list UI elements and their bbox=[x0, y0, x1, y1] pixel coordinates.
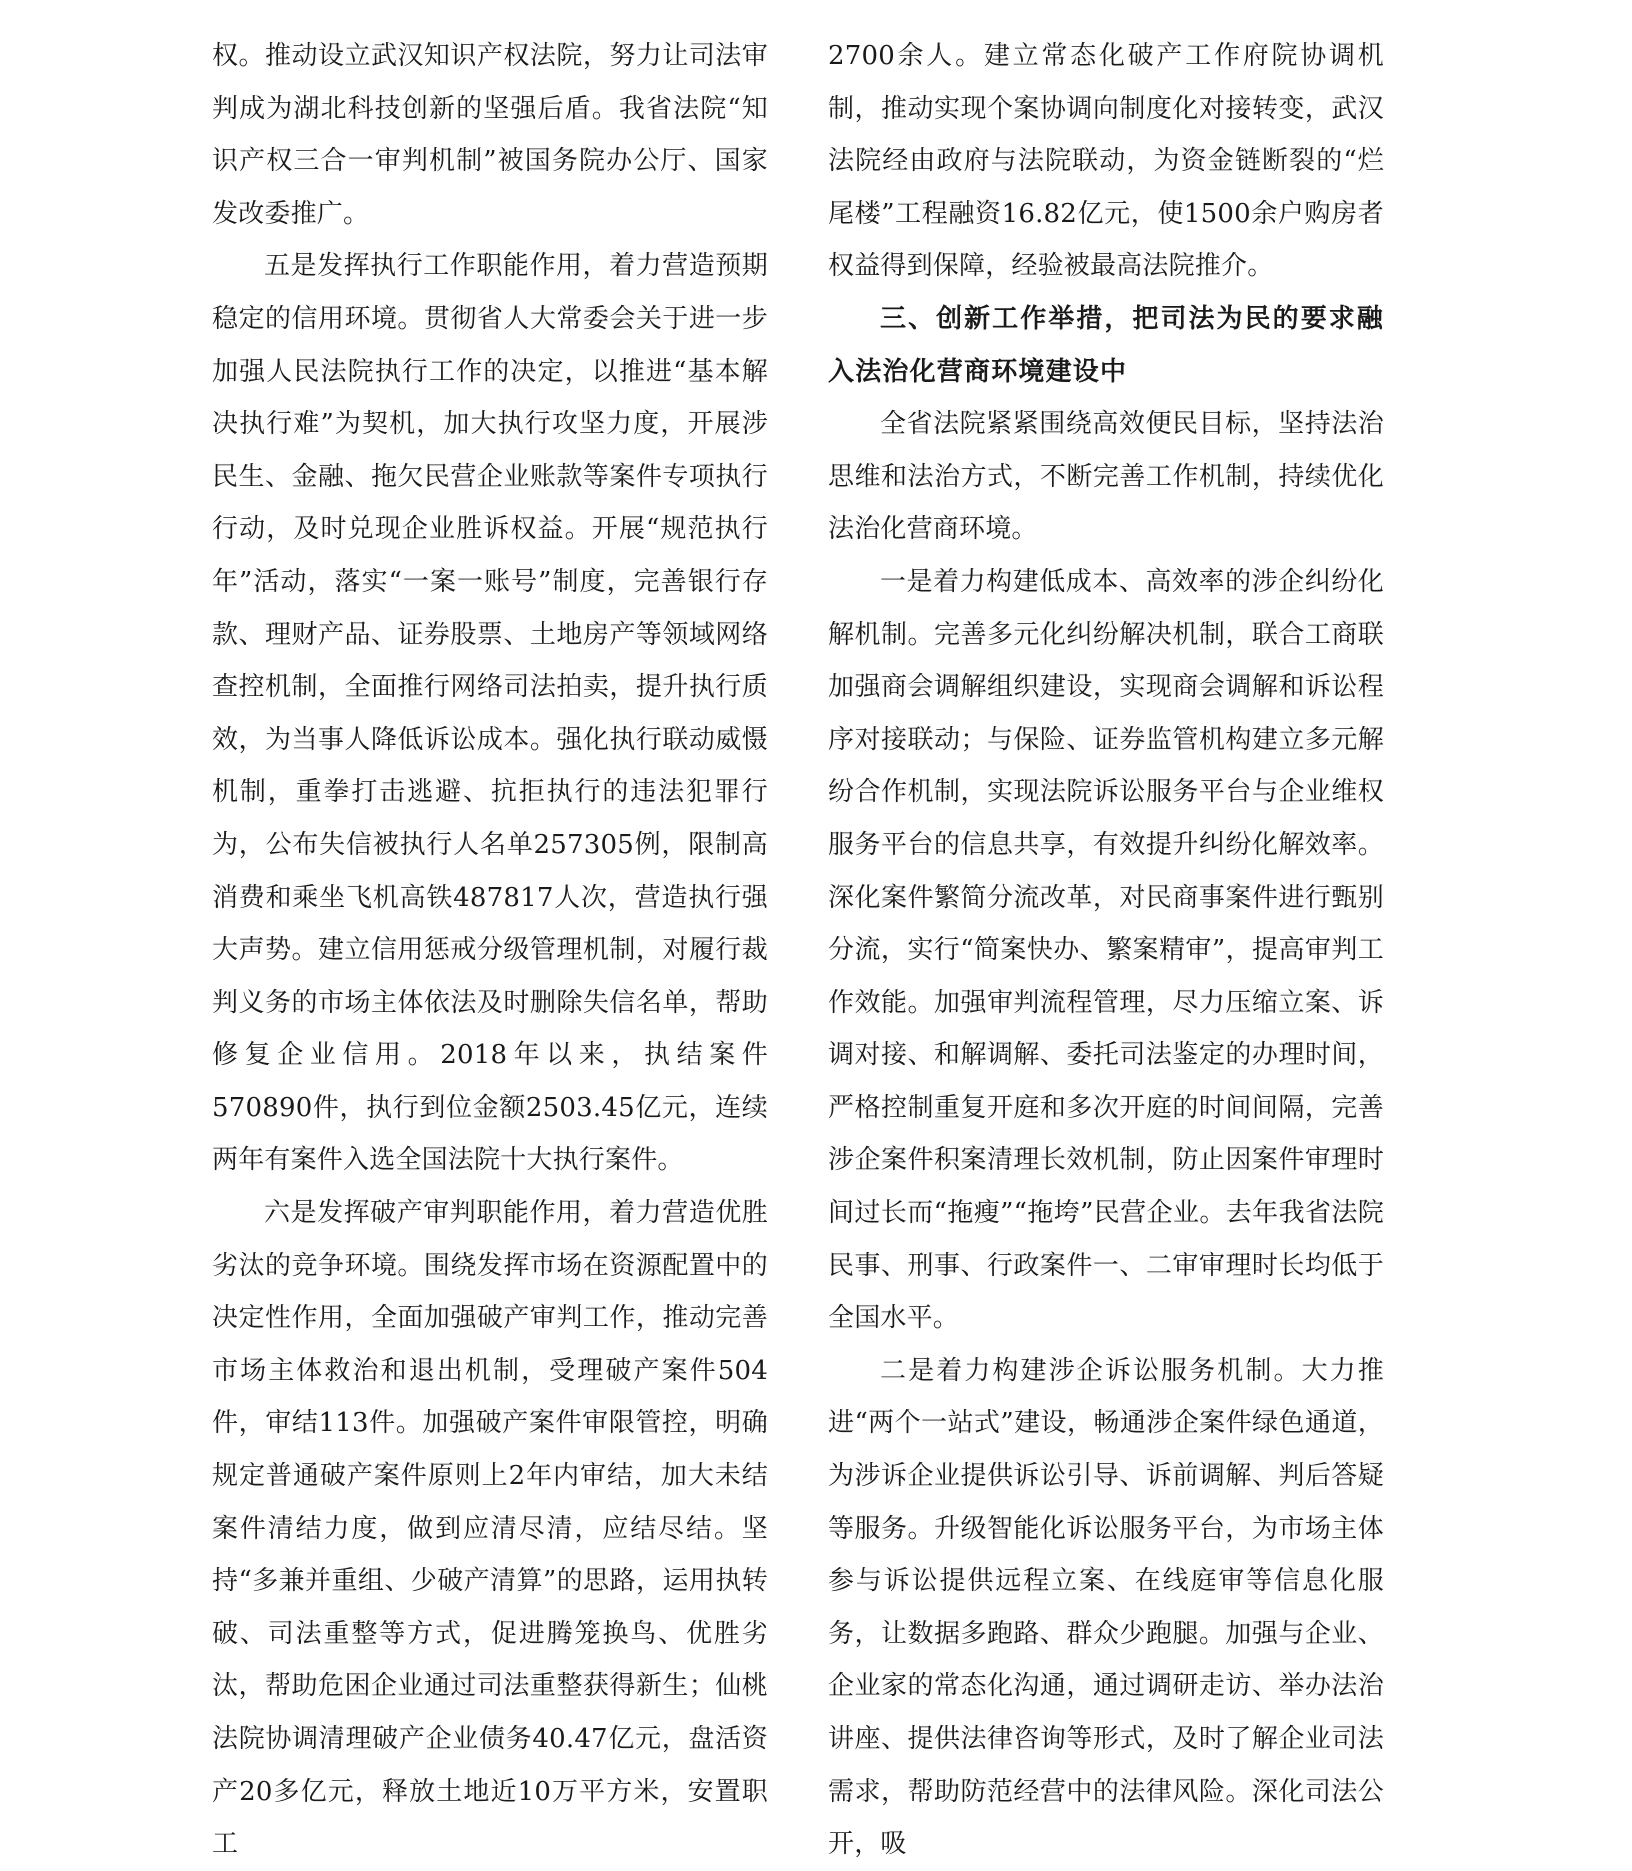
right-column bbox=[828, 30, 1384, 1871]
paragraph-dispute-resolution: 一是着力构建低成本、高效率的涉企纠纷化解机制。完善多元化纠纷解决机制，联合工商联加强商会调解组织建设，实现商会调解和诉讼程序对接联动；与保险、证券监管机构建立多元解纷合作机制，实现法院诉讼服务平台与企业维权服务平台的信息共享，有效提升纠纷化解效率。深化案件繁简分流改革，对民商事案件进行甄别分流，实行“简案快办、繁案精审”，提高审判工作效能。加强审判流程管理，尽力压缩立案、诉调对接、和解调解、委托司法鉴定的办理时间，严格控制重复开庭和多次开庭的时间间隔，完善涉企案件积案清理长效机制，防止因案件审理时间过长而“拖瘦”“拖垮”民营企业。去年我省法院民事、刑事、行政案件一、二审审理时长均低于全国水平。 bbox=[828, 566, 1384, 1334]
section-heading: 三、创新工作举措，把司法为民的要求融入法治化营商环境建设中 bbox=[828, 303, 1384, 387]
paragraph-ip-court-continued: 权。推动设立武汉知识产权法院，努力让司法审判成为湖北科技创新的坚强后盾。我省法院“知识产权三合一审判机制”被国务院办公厅、国家发改委推广。 bbox=[212, 41, 768, 229]
left-column bbox=[212, 30, 768, 1871]
paragraph-bankruptcy-continued: 2700余人。建立常态化破产工作府院协调机制，推动实现个案协调向制度化对接转变，武汉法院经由政府与法院联动，为资金链断裂的“烂尾楼”工程融资16.82亿元，使1500余户购房者权益得到保障，经验被最高法院推介。 bbox=[828, 41, 1384, 282]
paragraph-litigation-service: 二是着力构建涉企诉讼服务机制。大力推进“两个一站式”建设，畅通涉企案件绿色通道，为涉诉企业提供诉讼引导、诉前调解、判后答疑等服务。升级智能化诉讼服务平台，为市场主体参与诉讼提供远程立案、在线庭审等信息化服务，让数据多跑路、群众少跑腿。加强与企业、企业家的常态化沟通，通过调研走访、举办法治讲座、提供法律咨询等形式，及时了解企业司法需求，帮助防范经营中的法律风险。深化司法公开，吸 bbox=[828, 1355, 1384, 1860]
paragraph-enforcement: 五是发挥执行工作职能作用，着力营造预期稳定的信用环境。贯彻省人大常委会关于进一步加强人民法院执行工作的决定，以推进“基本解决执行难”为契机，加大执行攻坚力度，开展涉民生、金融、拖欠民营企业账款等案件专项执行行动，及时兑现企业胜诉权益。开展“规范执行年”活动，落实“一案一账号”制度，完善银行存款、理财产品、证券股票、土地房产等领域网络查控机制，全面推行网络司法拍卖，提升执行质效，为当事人降低诉讼成本。强化执行联动威慑机制，重拳打击逃避、抗拒执行的违法犯罪行为，公布失信被执行人名单257305例，限制高消费和乘坐飞机高铁487817人次，营造执行强大声势。建立信用惩戒分级管理机制，对履行裁判义务的市场主体依法及时删除失信名单，帮助修复企业信用。2018年以来，执结案件570890件，执行到位金额2503.45亿元，连续两年有案件入选全国法院十大执行案件。 bbox=[212, 251, 768, 1176]
paragraph-bankruptcy: 六是发挥破产审判职能作用，着力营造优胜劣汰的竞争环境。围绕发挥市场在资源配置中的决定性作用，全面加强破产审判工作，推动完善市场主体救治和退出机制，受理破产案件504件，审结113件。加强破产案件审限管控，明确规定普通破产案件原则上2年内审结，加大未结案件清结力度，做到应清尽清，应结尽结。坚持“多兼并重组、少破产清算”的思路，运用执转破、司法重整等方式，促进腾笼换鸟、优胜劣汰，帮助危困企业通过司法重整获得新生；仙桃法院协调清理破产企业债务40.47亿元，盘活资产20多亿元，释放土地近10万平方米，安置职工 bbox=[212, 1198, 768, 1860]
paragraph-section-intro: 全省法院紧紧围绕高效便民目标，坚持法治思维和法治方式，不断完善工作机制，持续优化法治化营商环境。 bbox=[828, 409, 1384, 545]
